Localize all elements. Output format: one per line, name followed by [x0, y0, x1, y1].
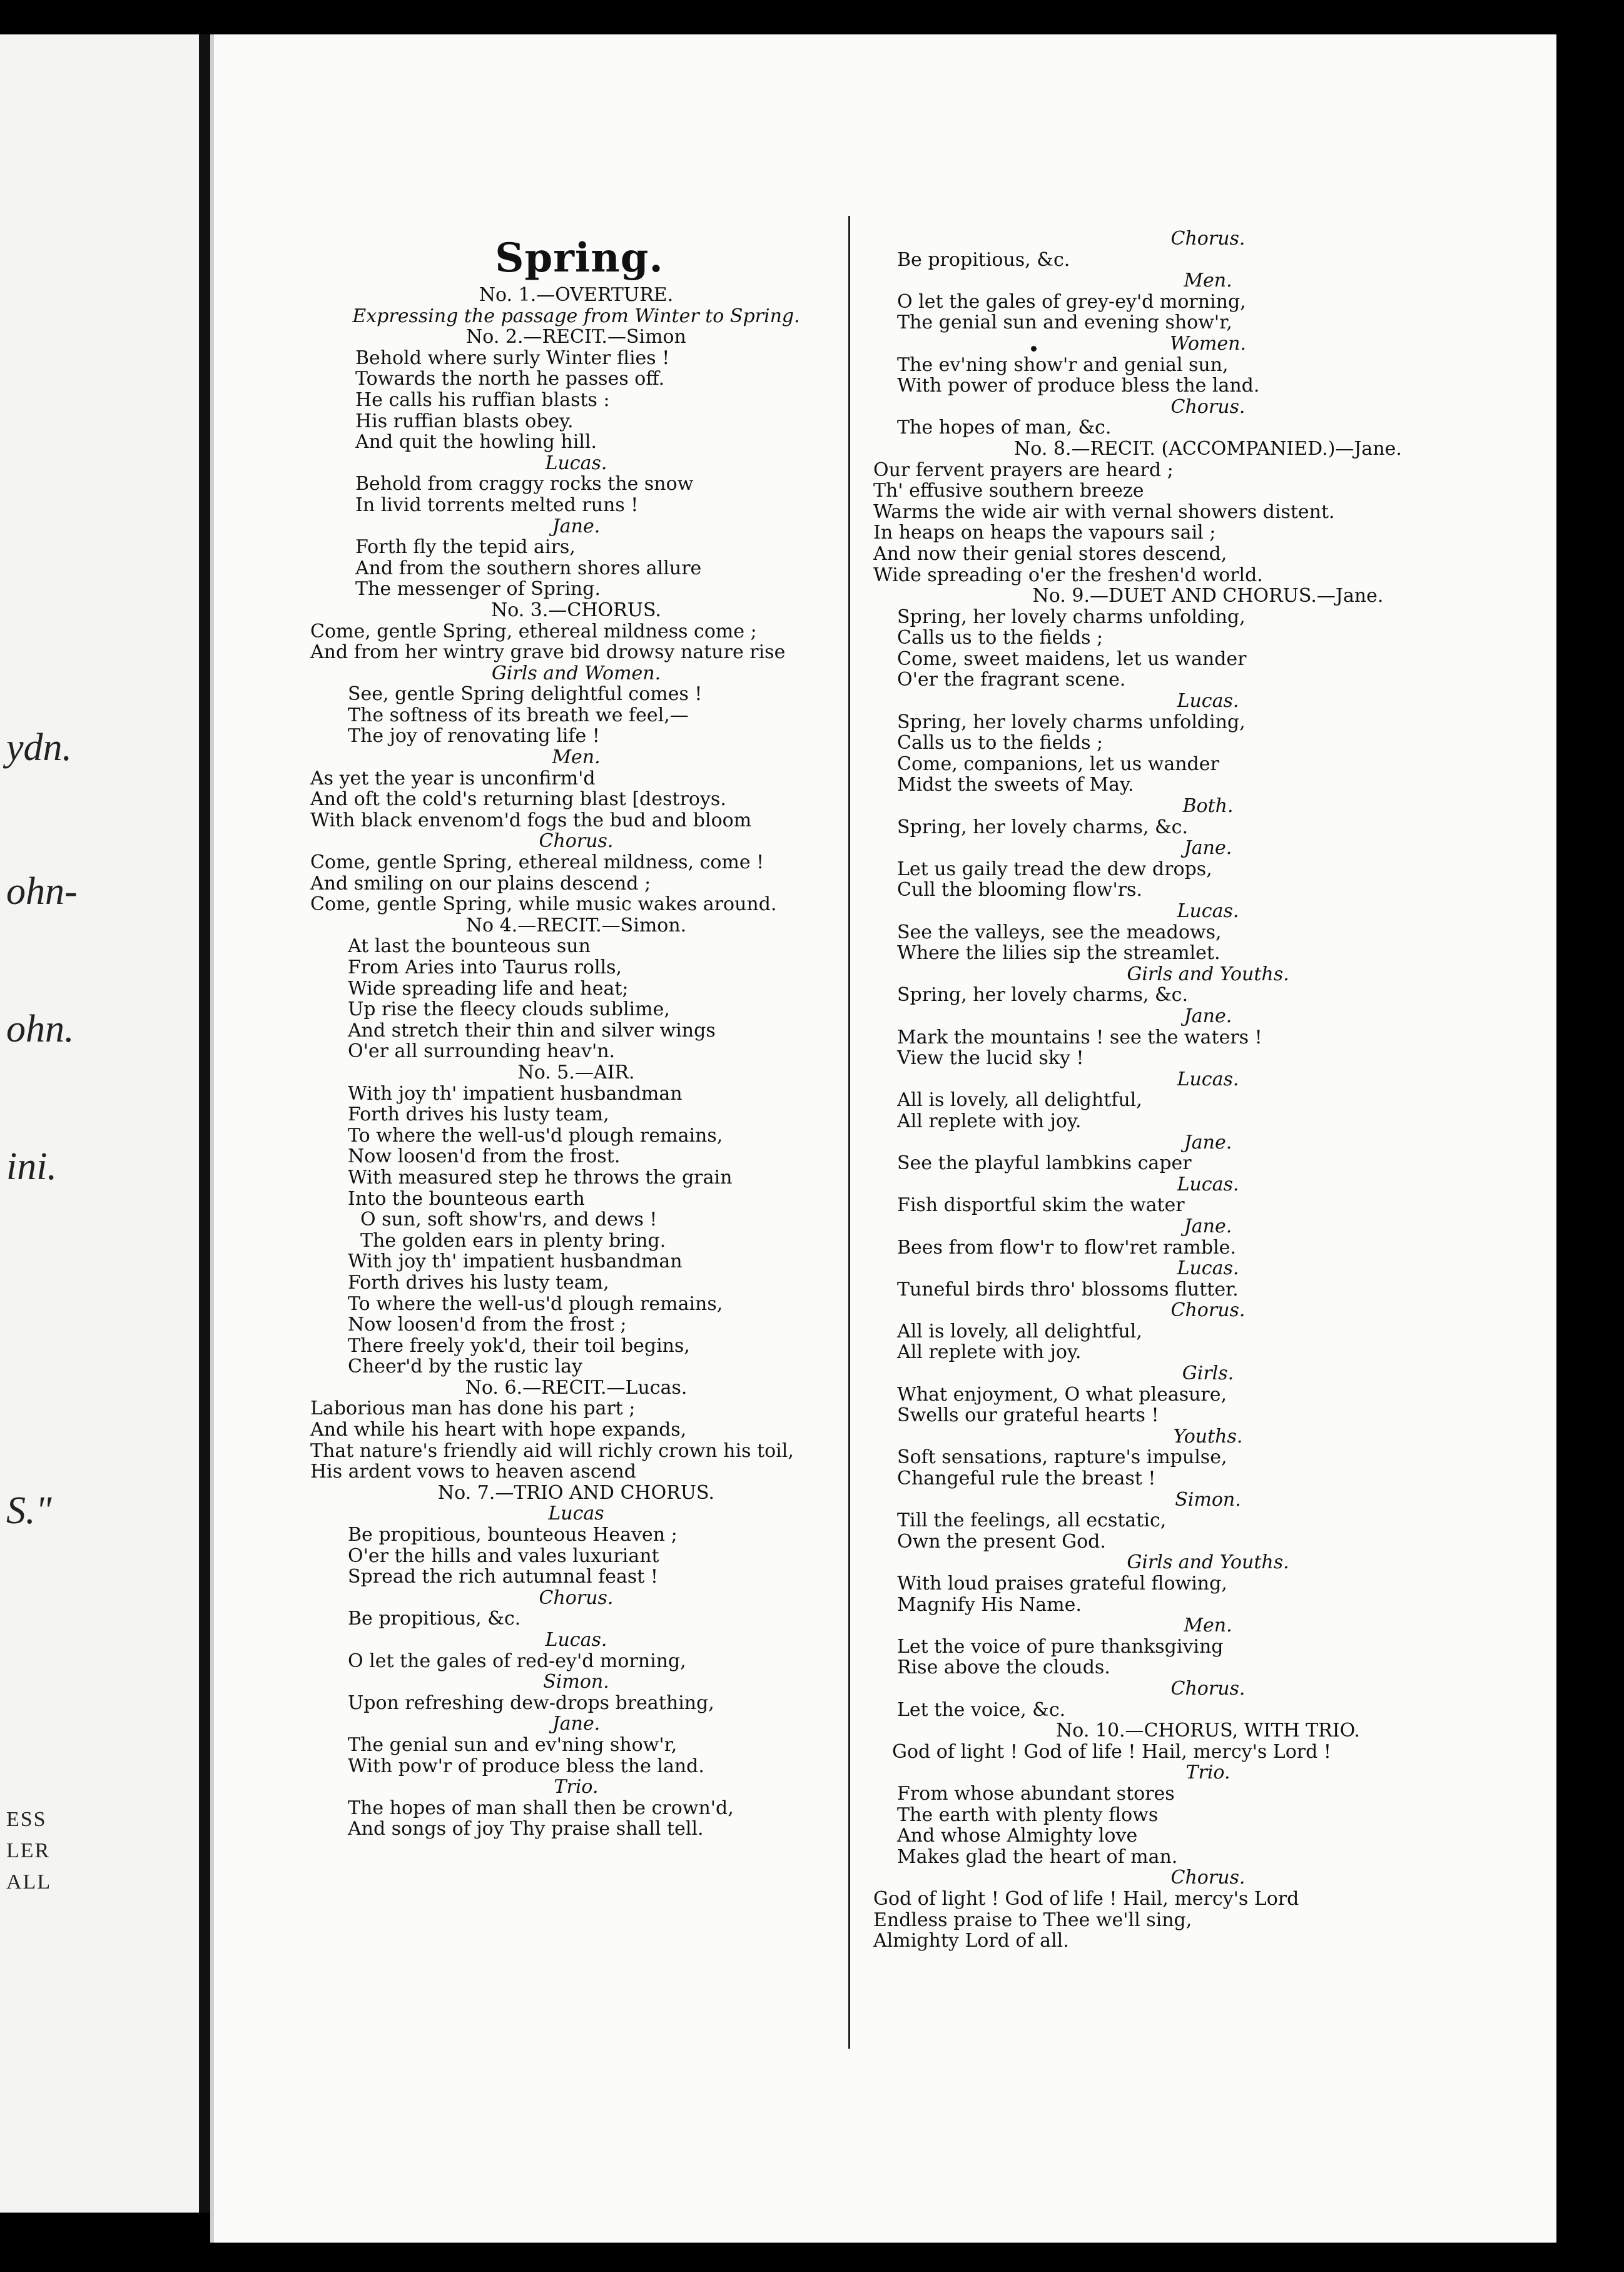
libretto-line: Forth drives his lusty team, [348, 1271, 609, 1294]
libretto-line: Midst the sweets of May. [897, 774, 1134, 796]
libretto-line: See the playful lambkins caper [897, 1152, 1192, 1175]
libretto-line: Into the bounteous earth [348, 1187, 585, 1210]
libretto-line: Now loosen'd from the frost ; [348, 1314, 627, 1336]
libretto-line: His ardent vows to heaven ascend [310, 1461, 636, 1483]
libretto-line: In heaps on heaps the vapours sail ; [873, 522, 1216, 544]
libretto-line: Forth fly the tepid airs, [355, 536, 576, 559]
libretto-line: Let the voice, &c. [897, 1698, 1066, 1721]
libretto-line: No. 5.—AIR. [517, 1061, 635, 1083]
libretto-line: And songs of joy Thy praise shall tell. [348, 1818, 704, 1840]
libretto-line: Upon refreshing dew-drops breathing, [348, 1691, 714, 1714]
libretto-line: His ruffian blasts obey. [355, 410, 574, 432]
libretto-line: See, gentle Spring delightful comes ! [348, 683, 703, 706]
libretto-line: No 4.—RECIT.—Simon. [465, 914, 687, 936]
libretto-line: Towards the north he passes off. [355, 368, 665, 390]
libretto-line: As yet the year is unconfirm'd [310, 767, 596, 789]
libretto-line: Lucas. [1177, 690, 1239, 713]
libretto-line: Up rise the fleecy clouds sublime, [348, 998, 670, 1021]
libretto-line: The softness of its breath we feel,— [348, 704, 689, 726]
libretto-line: Chorus. [1170, 1867, 1246, 1889]
libretto-line: Girls. [1182, 1362, 1234, 1385]
libretto-line: Both. [1182, 795, 1234, 818]
page-edge-line [210, 34, 214, 2243]
libretto-line: Tuneful birds thro' blossoms flutter. [897, 1278, 1239, 1301]
libretto-line: All is lovely, all delightful, [897, 1089, 1142, 1112]
libretto-line: All is lovely, all delightful, [897, 1320, 1142, 1342]
libretto-line: Jane. [1184, 1215, 1232, 1237]
libretto-line: No. 3.—CHORUS. [490, 599, 662, 621]
libretto-line: Bees from flow'r to flow'ret ramble. [897, 1236, 1236, 1259]
libretto-line: O let the gales of grey-ey'd morning, [897, 290, 1246, 313]
libretto-line: Come, gentle Spring, ethereal mildness, come ! [310, 851, 764, 874]
libretto-line: Where the lilies sip the streamlet. [897, 942, 1221, 965]
previous-page-strip [0, 34, 199, 2213]
libretto-line: Chorus. [1170, 395, 1246, 418]
libretto-page [210, 34, 1556, 2243]
right-column [873, 228, 1543, 1952]
libretto-line: Girls and Women. [491, 662, 661, 684]
prev-page-fragment: LER [6, 1839, 51, 1862]
libretto-line: Soft sensations, rapture's impulse, [897, 1446, 1227, 1469]
libretto-line: Warms the wide air with vernal showers distent. [873, 500, 1335, 523]
libretto-line: Th' effusive southern breeze [873, 480, 1144, 502]
libretto-line: No. 2.—RECIT.—Simon [466, 326, 686, 348]
libretto-line: Forth drives his lusty team, [348, 1103, 609, 1126]
libretto-line: And from her wintry grave bid drowsy nature rise [310, 641, 786, 664]
libretto-line: Let the voice of pure thanksgiving [897, 1635, 1224, 1658]
libretto-line: Come, gentle Spring, while music wakes around. [310, 893, 777, 916]
libretto-line: And while his heart with hope expands, [310, 1419, 687, 1441]
libretto-line: Chorus. [1170, 1299, 1246, 1322]
libretto-line: The ev'ning show'r and genial sun, [897, 353, 1229, 376]
libretto-line: Girls and Youths. [1127, 1551, 1289, 1574]
libretto-line: The hopes of man shall then be crown'd, [348, 1797, 734, 1819]
libretto-line: Chorus. [1170, 1677, 1246, 1700]
prev-page-fragment: S." [6, 1489, 52, 1532]
libretto-line: Be propitious, bounteous Heaven ; [348, 1524, 678, 1546]
libretto-line: The messenger of Spring. [355, 578, 601, 601]
libretto-line: And quit the howling hill. [355, 431, 597, 454]
libretto-line: Trio. [1185, 1762, 1231, 1784]
libretto-line: O'er all surrounding heav'n. [348, 1040, 616, 1063]
libretto-line: Girls and Youths. [1127, 963, 1289, 985]
libretto-line: No. 6.—RECIT.—Lucas. [465, 1376, 688, 1399]
libretto-line: Chorus. [1170, 228, 1246, 250]
libretto-line: Jane. [1184, 837, 1232, 860]
prev-page-fragment: ESS [6, 1808, 47, 1831]
libretto-line: No. 7.—TRIO AND CHORUS. [437, 1481, 715, 1504]
libretto-line: Spring, her lovely charms, &c. [897, 816, 1188, 838]
libretto-line: All replete with joy. [897, 1341, 1082, 1364]
libretto-line: Let us gaily tread the dew drops, [897, 858, 1212, 880]
libretto-line: Come, sweet maidens, let us wander [897, 647, 1247, 670]
libretto-line: O let the gales of red-ey'd morning, [348, 1650, 686, 1672]
libretto-line: At last the bounteous sun [348, 935, 591, 958]
libretto-line: Jane. [552, 515, 601, 537]
libretto-line: From Aries into Taurus rolls, [348, 956, 622, 978]
libretto-line: Lucas. [1177, 1257, 1239, 1280]
libretto-line: With black envenom'd fogs the bud and bloom [310, 809, 752, 831]
libretto-line: The earth with plenty flows [897, 1803, 1159, 1826]
libretto-line: Own the present God. [897, 1530, 1106, 1553]
libretto-line: O'er the fragrant scene. [897, 669, 1126, 691]
libretto-line: Men. [1184, 270, 1232, 292]
libretto-line: Cheer'd by the rustic lay [348, 1356, 582, 1378]
libretto-line: No. 9.—DUET AND CHORUS.—Jane. [1032, 585, 1384, 607]
libretto-line: Come, gentle Spring, ethereal mildness come ; [310, 620, 757, 642]
libretto-line: And now their genial stores descend, [873, 542, 1227, 565]
libretto-line: Lucas. [1177, 900, 1239, 922]
libretto-line: Behold from craggy rocks the snow [355, 473, 694, 495]
libretto-line: There freely yok'd, their toil begins, [348, 1334, 690, 1357]
libretto-line: Cull the blooming flow'rs. [897, 879, 1142, 901]
libretto-line: And stretch their thin and silver wings [348, 1019, 716, 1042]
libretto-line: From whose abundant stores [897, 1782, 1175, 1805]
libretto-line: And oft the cold's returning blast [destroys. [310, 788, 726, 811]
prev-page-fragment: ohn. [6, 1008, 74, 1050]
libretto-line: To where the well-us'd plough remains, [348, 1124, 723, 1147]
libretto-line: With power of produce bless the land. [897, 375, 1260, 397]
libretto-line: The genial sun and evening show'r, [897, 312, 1232, 334]
libretto-line: Spring, her lovely charms, &c. [897, 984, 1188, 1007]
libretto-line: Wide spreading life and heat; [348, 977, 629, 1000]
libretto-line: Simon. [1175, 1488, 1241, 1511]
libretto-line: Come, companions, let us wander [897, 753, 1219, 775]
libretto-line: Spring, her lovely charms unfolding, [897, 711, 1246, 733]
libretto-line: And whose Almighty love [897, 1825, 1138, 1847]
libretto-line: To where the well-us'd plough remains, [348, 1292, 723, 1315]
libretto-line: Lucas. [545, 1629, 607, 1651]
libretto-line: Chorus. [539, 830, 614, 853]
libretto-line: View the lucid sky ! [897, 1047, 1084, 1070]
libretto-line: With pow'r of produce bless the land. [348, 1755, 704, 1777]
libretto-line: Changeful rule the breast ! [897, 1468, 1156, 1490]
libretto-line: Our fervent prayers are heard ; [873, 459, 1174, 481]
libretto-line: Jane. [1184, 1131, 1232, 1154]
libretto-line: The golden ears in plenty bring. [360, 1229, 666, 1252]
libretto-line: Laborious man has done his part ; [310, 1397, 636, 1420]
libretto-line: Lucas. [1177, 1068, 1239, 1090]
libretto-line: With loud praises grateful flowing, [897, 1573, 1227, 1595]
libretto-line: What enjoyment, O what pleasure, [897, 1383, 1227, 1406]
libretto-line: Be propitious, &c. [348, 1608, 521, 1630]
libretto-line: Endless praise to Thee we'll sing, [873, 1909, 1192, 1931]
libretto-line: Lucas. [545, 452, 607, 474]
libretto-line: Jane. [552, 1713, 601, 1735]
libretto-line: Magnify His Name. [897, 1593, 1082, 1616]
libretto-line: No. 8.—RECIT. (ACCOMPANIED.)—Jane. [1014, 437, 1402, 460]
libretto-line: No. 1.—OVERTURE. [479, 284, 674, 306]
column-divider [848, 216, 850, 2049]
libretto-line: Makes glad the heart of man. [897, 1845, 1178, 1868]
libretto-line: Till the feelings, all ecstatic, [897, 1509, 1167, 1532]
prev-page-fragment: ohn- [6, 870, 78, 913]
libretto-line: See the valleys, see the meadows, [897, 921, 1222, 943]
libretto-line: And smiling on our plains descend ; [310, 872, 651, 895]
libretto-line: Rise above the clouds. [897, 1656, 1110, 1679]
libretto-line: Men. [1184, 1615, 1232, 1637]
libretto-line: O'er the hills and vales luxuriant [348, 1544, 659, 1567]
libretto-line: Lucas. [1177, 1173, 1239, 1195]
prev-page-fragment: ini. [6, 1145, 57, 1188]
libretto-line: Be propitious, &c. [897, 248, 1070, 271]
left-column [310, 285, 842, 1840]
libretto-line: In livid torrents melted runs ! [355, 494, 639, 516]
libretto-line: God of light ! God of life ! Hail, mercy's Lord [873, 1887, 1299, 1910]
page-title: Spring. [495, 235, 664, 281]
libretto-line: Mark the mountains ! see the waters ! [897, 1026, 1262, 1048]
prev-page-fragment: ALL [6, 1870, 52, 1894]
libretto-line: The hopes of man, &c. [897, 417, 1112, 439]
libretto-line: Now loosen'd from the frost. [348, 1145, 621, 1168]
libretto-line: Wide spreading o'er the freshen'd world. [873, 564, 1263, 586]
libretto-line: All replete with joy. [897, 1110, 1082, 1132]
libretto-line: Calls us to the fields ; [897, 732, 1104, 754]
libretto-line: O sun, soft show'rs, and dews ! [360, 1209, 657, 1231]
libretto-line: And from the southern shores allure [355, 557, 702, 579]
libretto-line: Chorus. [539, 1586, 614, 1609]
libretto-line: He calls his ruffian blasts : [355, 388, 610, 411]
libretto-line: Swells our grateful hearts ! [897, 1404, 1159, 1427]
libretto-line: Jane. [1184, 1005, 1232, 1027]
libretto-line: Behold where surly Winter flies ! [355, 347, 670, 369]
libretto-line: Almighty Lord of all. [873, 1930, 1069, 1952]
libretto-line: God of light ! God of life ! Hail, mercy's Lord ! [892, 1740, 1331, 1763]
libretto-line: Trio. [554, 1776, 599, 1798]
libretto-line: With measured step he throws the grain [348, 1166, 733, 1189]
libretto-line: Fish disportful skim the water [897, 1194, 1185, 1217]
libretto-line: Expressing the passage from Winter to Spring. [352, 305, 800, 327]
libretto-line: Calls us to the fields ; [897, 627, 1104, 649]
libretto-line: With joy th' impatient husbandman [348, 1082, 683, 1105]
libretto-line: Lucas [548, 1503, 604, 1525]
libretto-line: Men. [552, 746, 601, 769]
libretto-line: Women. [1170, 332, 1246, 355]
libretto-line: Youths. [1173, 1425, 1243, 1448]
libretto-line: Spread the rich autumnal feast ! [348, 1566, 658, 1588]
libretto-line: Simon. [543, 1671, 609, 1693]
page-gutter [199, 34, 210, 2213]
libretto-line: That nature's friendly aid will richly crown his toil, [310, 1439, 794, 1462]
libretto-line: No. 10.—CHORUS, WITH TRIO. [1056, 1720, 1360, 1742]
prev-page-fragment: ydn. [6, 726, 73, 769]
libretto-line: The genial sun and ev'ning show'r, [348, 1733, 678, 1756]
libretto-line: The joy of renovating life ! [348, 725, 600, 748]
libretto-line: Spring, her lovely charms unfolding, [897, 606, 1246, 628]
libretto-line: With joy th' impatient husbandman [348, 1250, 683, 1273]
